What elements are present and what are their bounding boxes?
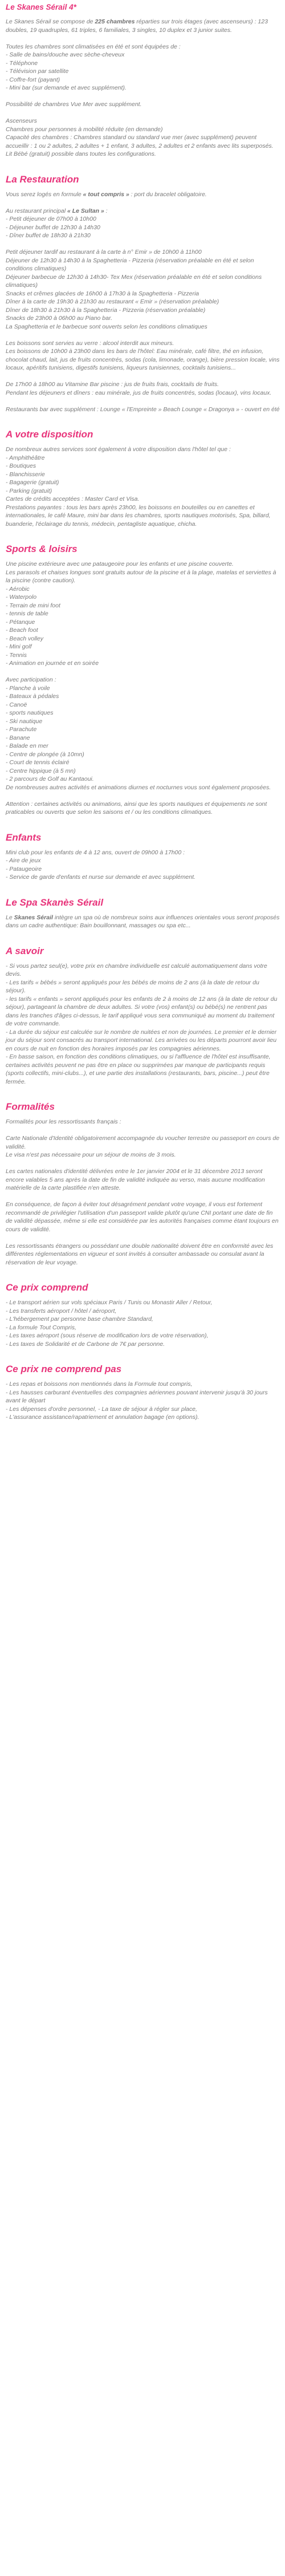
section-restauration bbox=[6, 173, 280, 414]
paragraph-gap bbox=[6, 1126, 280, 1135]
text-line: - Petit déjeuner de 07h00 à 10h00 bbox=[6, 216, 96, 222]
text-line: - Blanchisserie bbox=[6, 470, 45, 478]
paragraph bbox=[6, 445, 280, 528]
section-prix-comprend bbox=[6, 1281, 280, 1348]
text-line: - La durée du séjour est calculée sur le nombre de nuitées et non de journées. Le premier et le dernier jour du séjour sont consacrés au transport international. Les arrivées ou les départs pourront avoir lieu en cours de nuit en fonction des horaires imposés par les compagnies aériennes. bbox=[6, 1028, 277, 1052]
section-skanes-serail bbox=[6, 2, 280, 159]
text-line: Pendant les déjeuners et dîners : eau minérale, jus de fruits concentrés, sodas (locaux), vins locaux. bbox=[6, 389, 272, 396]
paragraph bbox=[6, 1242, 280, 1267]
text-line: - sports nautiques bbox=[6, 709, 54, 716]
paragraph bbox=[6, 100, 280, 109]
section-disposition bbox=[6, 428, 280, 528]
text-line: Les boissons de 10h00 à 23h00 dans les bars de l'hôtel: Eau minérale, café filtre, thé en infusion, chocolat chaud, lait, jus de fruits concentrés, sodas (cola, limonade, orange), bière pression locale, vins locaux, apéritifs tunisiens, digestifs tunisiens, liqueurs tunisiennes, cocktails tunisiens... bbox=[6, 348, 280, 371]
text-line: Chambres pour personnes à mobilité réduite (en demande) bbox=[6, 125, 163, 133]
text-line: Dîner à la carte de 19h30 à 21h30 au restaurant « Emir » (réservation préalable) bbox=[6, 298, 219, 305]
text-line: Les parasols et chaises longues sont gratuits autour de la piscine et à la plage, matelas et serviettes à la piscine (contre caution). bbox=[6, 569, 276, 584]
text-line: Cartes de crédits acceptées : Master Card et Visa. bbox=[6, 496, 140, 502]
paragraph bbox=[6, 1134, 280, 1159]
section-title: Ce prix ne comprend pas bbox=[6, 1364, 122, 1374]
paragraph bbox=[6, 914, 280, 930]
text-line: - Balade en mer bbox=[6, 743, 48, 749]
text-line: - La formule Tout Compris, bbox=[6, 1324, 76, 1331]
text-line: - Le transport aérien sur vols spéciaux Paris / Tunis ou Monastir Aller / Retour, bbox=[6, 1299, 213, 1306]
paragraph-gap bbox=[6, 397, 280, 405]
text-line: - Coffre-fort (payant) bbox=[6, 76, 60, 83]
paragraph bbox=[6, 248, 280, 331]
paragraph-gap bbox=[6, 1192, 280, 1201]
text-line: - Téléphone bbox=[6, 59, 38, 67]
paragraph-gap bbox=[6, 372, 280, 381]
section-formalites bbox=[6, 1101, 280, 1267]
text-line: - Pétanque bbox=[6, 618, 35, 626]
section-title: Le Skanes Sérail 4* bbox=[6, 3, 76, 11]
text-line: - Télévision par satellite bbox=[6, 68, 69, 75]
text-line: Les boissons sont servies au verre : alcool interdit aux mineurs. bbox=[6, 339, 174, 347]
text-line: - Banane bbox=[6, 734, 30, 741]
text-line: Possibilité de chambres Vue Mer avec supplément. bbox=[6, 101, 142, 108]
text-line: De 17h00 à 18h00 au Vitamine Bar piscine : jus de fruits frais, cocktails de fruits. bbox=[6, 381, 219, 388]
text-line: - Terrain de mini foot bbox=[6, 602, 60, 609]
text-line: Au restaurant principal « Le Sultan » : bbox=[6, 207, 108, 214]
text-line: - Si vous partez seul(e), votre prix en chambre individuelle est calculé automatiquement dans votre devis. bbox=[6, 962, 267, 977]
section-gap bbox=[6, 528, 280, 543]
text-line: - Aérobic bbox=[6, 585, 30, 593]
paragraph-gap bbox=[6, 792, 280, 800]
section-savoir bbox=[6, 945, 280, 1086]
section-title: Ce prix comprend bbox=[6, 1282, 88, 1293]
emphasis: « Le Sultan » bbox=[67, 207, 104, 214]
text-line: - Tennis bbox=[6, 651, 27, 659]
paragraph bbox=[6, 1380, 280, 1422]
section-gap bbox=[6, 1086, 280, 1101]
text-line: De nombreux autres services sont également à votre disposition dans l'hôtel tel que : bbox=[6, 446, 231, 453]
section-gap bbox=[6, 930, 280, 945]
text-line: - Aire de jeux bbox=[6, 857, 41, 864]
text-line: - Waterpolo bbox=[6, 594, 37, 601]
paragraph bbox=[6, 1299, 280, 1348]
text-line: - Beach foot bbox=[6, 627, 38, 634]
paragraph-gap bbox=[6, 1159, 280, 1168]
paragraph bbox=[6, 207, 280, 240]
text-line: Dîner de 18h30 à 21h30 à la Spaghetteria - Pizzeria (réservation préalable) bbox=[6, 306, 206, 314]
section-gap bbox=[6, 1348, 280, 1363]
text-line: - Les taxes de Solidarité et de Carbone de 7€ par personne. bbox=[6, 1340, 165, 1348]
text-line: Snacks et crêmes glacées de 16h00 à 17h30 à la Spaghetteria - Pizzeria bbox=[6, 290, 199, 297]
paragraph bbox=[6, 1167, 280, 1192]
text-line: - Centre hippique (à 5 mn) bbox=[6, 767, 76, 774]
text-line: Les cartes nationales d'identité délivrées entre le 1er janvier 2004 et le 31 décembre 2013 seront encore valables 5 ans après la date de fin de validité indiquée au verso, mais aucune modification matérielle de la carte plastifiée n'en atteste. bbox=[6, 1168, 265, 1191]
text-line: Prestations payantes : tous les bars après 23h00, les boissons en bouteilles ou en canettes et internationales, le café Maure, mini bar dans les chambres, sports nautiques motorisés, Spa, billard, buanderie, l'éclairage du tennis, médecin, pentagliste aquatique, chicha. bbox=[6, 504, 271, 528]
text-line: De nombreuses autres activités et animations diurnes et nocturnes vous sont également proposées. bbox=[6, 784, 271, 791]
paragraph bbox=[6, 339, 280, 372]
section-gap bbox=[6, 817, 280, 831]
text-line: Petit déjeuner tardif au restaurant à la carte à n° Emir » de 10h00 à 11h00 bbox=[6, 249, 202, 255]
text-line: La Spaghetteria et le barbecue sont ouverts selon les conditions climatiques bbox=[6, 323, 207, 330]
text-line: Avec participation : bbox=[6, 676, 56, 683]
text-line: - Animation en journée et en soirée bbox=[6, 660, 99, 667]
text-line: - Pataugeoire bbox=[6, 865, 42, 873]
text-line: - Ski nautique bbox=[6, 717, 43, 725]
section-gap bbox=[6, 1267, 280, 1281]
text-line: - Les dépenses d'ordre personnel, - La taxe de séjour à régler sur place, bbox=[6, 1405, 197, 1413]
section-gap bbox=[6, 413, 280, 428]
text-line: - Mini golf bbox=[6, 643, 32, 650]
section-title: A savoir bbox=[6, 945, 44, 956]
text-line: - Planche à voile bbox=[6, 684, 50, 692]
text-line: - 2 parcours de Golf au Kantaoui. bbox=[6, 776, 94, 782]
text-line: - Court de tennis éclairé bbox=[6, 759, 70, 766]
section-sports bbox=[6, 543, 280, 817]
text-line: Snacks de 23h00 à 06h00 au Piano bar. bbox=[6, 315, 113, 322]
text-line: - Déjeuner buffet de 12h30 à 14h30 bbox=[6, 224, 100, 231]
text-line: - L'hébergement par personne base chambre Standard, bbox=[6, 1316, 153, 1323]
text-line: Attention : certaines activités ou animations, ainsi que les sports nautiques et équipements ne sont praticables ou ouverts que selon les saisons et / ou les conditions climatiques. bbox=[6, 800, 267, 816]
paragraph-gap bbox=[6, 240, 280, 249]
text-line: - Service de garde d'enfants et nurse sur demande et avec supplément. bbox=[6, 874, 196, 881]
text-line: - Les transferts aéroport / hôtel / aéroport, bbox=[6, 1307, 117, 1315]
paragraph bbox=[6, 676, 280, 792]
paragraph-gap bbox=[6, 198, 280, 207]
text-line: - Les repas et boissons non mentionnés dans la Formule tout compris, bbox=[6, 1381, 193, 1388]
paragraph-gap bbox=[6, 92, 280, 101]
text-line: - Centre de plongée (à 10mn) bbox=[6, 751, 84, 758]
text-line: Formalités pour les ressortissants français : bbox=[6, 1118, 121, 1125]
section-enfants bbox=[6, 831, 280, 882]
paragraph-gap bbox=[6, 1234, 280, 1242]
section-gap bbox=[6, 882, 280, 896]
text-line: - Canoë bbox=[6, 701, 27, 708]
paragraph bbox=[6, 190, 280, 199]
section-title: Le Spa Skanès Sérail bbox=[6, 896, 104, 908]
section-title: La Restauration bbox=[6, 173, 79, 185]
text-line: Mini club pour les enfants de 4 à 12 ans, ouvert de 09h00 à 17h00 : bbox=[6, 849, 185, 856]
paragraph-gap bbox=[6, 34, 280, 43]
text-line: - Parachute bbox=[6, 726, 37, 733]
text-line: - L'assurance assistance/rapatriement et annulation bagage (en options). bbox=[6, 1414, 199, 1421]
paragraph bbox=[6, 43, 280, 92]
section-gap bbox=[6, 159, 280, 173]
paragraph bbox=[6, 117, 280, 159]
paragraph bbox=[6, 18, 280, 34]
paragraph bbox=[6, 405, 280, 414]
paragraph bbox=[6, 380, 280, 397]
text-line: - Dîner buffet de 18h30 à 21h30 bbox=[6, 232, 91, 239]
text-line: Déjeuner barbecue de 12h30 à 14h30- Tex Mex (réservation préalable en été et selon conditions climatiques) bbox=[6, 273, 262, 289]
emphasis: « tout compris » bbox=[83, 190, 129, 198]
text-line: Capacité des chambres : Chambres standard ou standard vue mer (avec supplément) peuvent accueillir : 1 ou 2 adultes, 2 adultes + 1 enfant, 3 adultes, 2 adultes et 2 enfants avec lits superposés. Lit Bébé (gratuit) possible dans toutes les configurations. bbox=[6, 134, 274, 157]
paragraph bbox=[6, 1200, 280, 1234]
section-spa bbox=[6, 896, 280, 930]
text-line: - Les tarifs « bébés » seront appliqués pour les bébés de moins de 2 ans (à la date de retour du séjour). bbox=[6, 979, 259, 994]
text-line: Vous serez logés en formule « tout compris » : port du bracelet obligatoire. bbox=[6, 190, 207, 198]
text-line: - Les hausses carburant éventuelles des compagnies aériennes pouvant intervenir jusqu'à 30 jours avant le départ bbox=[6, 1389, 268, 1404]
text-line: - Mini bar (sur demande et avec supplément). bbox=[6, 84, 127, 91]
section-title: Enfants bbox=[6, 831, 42, 843]
section-prix-ne-comprend bbox=[6, 1363, 280, 1422]
text-line: Le Skanes Sérail se compose de 225 chambres réparties sur trois étages (avec ascenseurs) : 123 doubles, 19 quadruples, 61 triples, 6 familiales, 3 singles, 10 duplex et 3 junior suites. bbox=[6, 18, 268, 34]
paragraph bbox=[6, 560, 280, 668]
section-title: Formalités bbox=[6, 1101, 55, 1112]
text-line: - Bateaux à pédales bbox=[6, 693, 59, 700]
text-line: Toutes les chambres sont climatisées en été et sont équipées de : bbox=[6, 43, 181, 50]
text-line: Le visa n'est pas nécessaire pour un séjour de moins de 3 mois. bbox=[6, 1151, 176, 1158]
text-line: En conséquence, de façon à éviter tout désagrément pendant votre voyage, il vous est fortement recommandé de privilégier l'utilisation d'un passeport valide plutôt qu'une CNI portant une date de fin de validité dépassée, même si elle est considérée par les autorités françaises comme étant toujours en cours de validité. bbox=[6, 1201, 279, 1233]
text-line: Les ressortissants étrangers ou possédant une double nationalité doivent être en conformité avec les différentes réglementations en vigueur et sont invités à consulter ambassade ou consulat avant la réservation de leur voyage. bbox=[6, 1242, 274, 1266]
paragraph bbox=[6, 1118, 280, 1126]
text-line: - Les taxes aéroport (sous réserve de modification lors de votre réservation), bbox=[6, 1332, 209, 1339]
text-line: Ascenseurs bbox=[6, 117, 37, 124]
paragraph bbox=[6, 849, 280, 882]
text-line: - Parking (gratuit) bbox=[6, 487, 52, 494]
text-line: Le Skanes Sérail intègre un spa où de nombreux soins aux influences orientales vous seront proposés dans un cadre authentique: Bain bouillonnant, massages ou spa etc... bbox=[6, 914, 280, 929]
text-line: - Salle de bains/douche avec sèche-cheveux bbox=[6, 51, 125, 58]
text-line: - Beach volley bbox=[6, 635, 43, 642]
text-line: - tennis de table bbox=[6, 610, 48, 617]
text-line: Déjeuner de 12h30 à 14h30 à la Spaghetteria - Pizzeria (réservation préalable en été et selon conditions climatiques) bbox=[6, 257, 254, 272]
text-line: Restaurants bar avec supplément : Lounge « l'Empreinte » Beach Lounge « Dragonya » - ouvert en été bbox=[6, 405, 280, 413]
paragraph-gap bbox=[6, 109, 280, 117]
emphasis: Skanes Sérail bbox=[14, 914, 53, 921]
text-line: - les tarifs « enfants » seront appliqués pour les enfants de 2 à moins de 12 ans (à la date de retour du séjour), partageant la chambre de deux adultes. Si votre (vos) enfant(s) ou bébé(s) ne rentrent pas dans les tranches d'âges ci-dessus, le tarif appliqué vous sera communiqué au moment du traitement de votre commande. bbox=[6, 995, 278, 1027]
text-line: - Boutiques bbox=[6, 463, 36, 469]
paragraph-gap bbox=[6, 668, 280, 676]
text-line: Une piscine extérieure avec une pataugeoire pour les enfants et une piscine couverte. bbox=[6, 561, 234, 567]
paragraph bbox=[6, 962, 280, 1086]
paragraph-gap bbox=[6, 331, 280, 339]
text-line: - Amphithéâtre bbox=[6, 454, 45, 461]
section-title: A votre disposition bbox=[6, 429, 93, 440]
text-line: - En basse saison, en fonction des conditions climatiques, ou si l'affluence de l'hôtel est insuffisante, certaines activités peuvent ne pas être en place ou supprimées par manque de participants requis (sports collectifs, mini-clubs...), et une partie des installations (restaurants, bars, piscine...) peut être fermée. bbox=[6, 1053, 271, 1085]
text-line: - Bagagerie (gratuit) bbox=[6, 479, 59, 486]
emphasis: 225 chambres bbox=[95, 18, 135, 25]
section-title: Sports & loisirs bbox=[6, 543, 78, 554]
text-line: Carte Nationale d'Identité obligatoirement accompagnée du voucher terrestre ou passeport en cours de validité. bbox=[6, 1135, 280, 1150]
paragraph bbox=[6, 800, 280, 817]
